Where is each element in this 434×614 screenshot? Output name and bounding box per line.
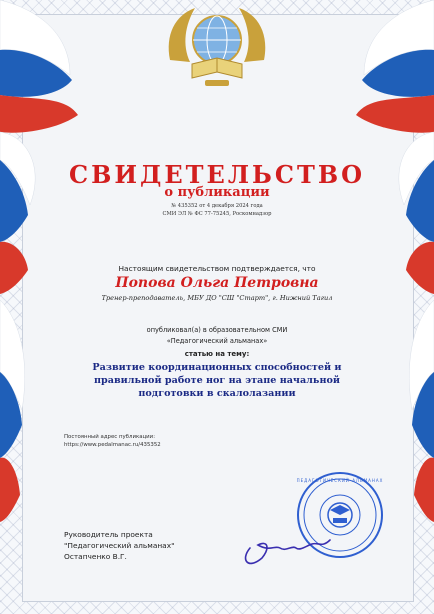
certificate-number: № 435352 от 4 декабря 2024 года bbox=[171, 203, 263, 209]
address-label: Постоянный адрес публикации: bbox=[64, 434, 156, 440]
address-url: https://www.pedalmanac.ru/435352 bbox=[64, 442, 161, 448]
svg-text:ПЕДАГОГИЧЕСКИЙ АЛЬМАНАХ: ПЕДАГОГИЧЕСКИЙ АЛЬМАНАХ bbox=[296, 478, 384, 483]
topic-label: статью на тему: bbox=[184, 350, 250, 358]
person-position: Тренер-преподаватель, МБУ ДО "СШ "Старт", г. Нижний Тагил bbox=[101, 294, 333, 302]
signer-name: Остапченко В.Г. bbox=[64, 552, 127, 561]
certificate-panel bbox=[22, 14, 414, 602]
published-line-1: опубликовал(а) в образовательном СМИ bbox=[146, 326, 288, 334]
registration-line: СМИ ЭЛ № ФС 77-75245, Роскомнадзор bbox=[162, 211, 272, 217]
certificate-subtitle: о публикации bbox=[164, 185, 270, 200]
confirm-text: Настоящим свидетельством подтверждается, что bbox=[118, 264, 316, 273]
topic-title: Развитие координационных способностей и правильной работе ног на этапе начальной подготовки в скалолазании bbox=[92, 362, 342, 399]
signer-role-line-2: "Педагогический альманах" bbox=[64, 541, 175, 550]
signer-role-line-1: Руководитель проекта bbox=[64, 530, 153, 539]
person-name: Попова Ольга Петровна bbox=[115, 275, 319, 291]
published-line-2: «Педагогический альманах» bbox=[166, 337, 268, 345]
certificate-title: СВИДЕТЕЛЬСТВО bbox=[68, 160, 366, 189]
